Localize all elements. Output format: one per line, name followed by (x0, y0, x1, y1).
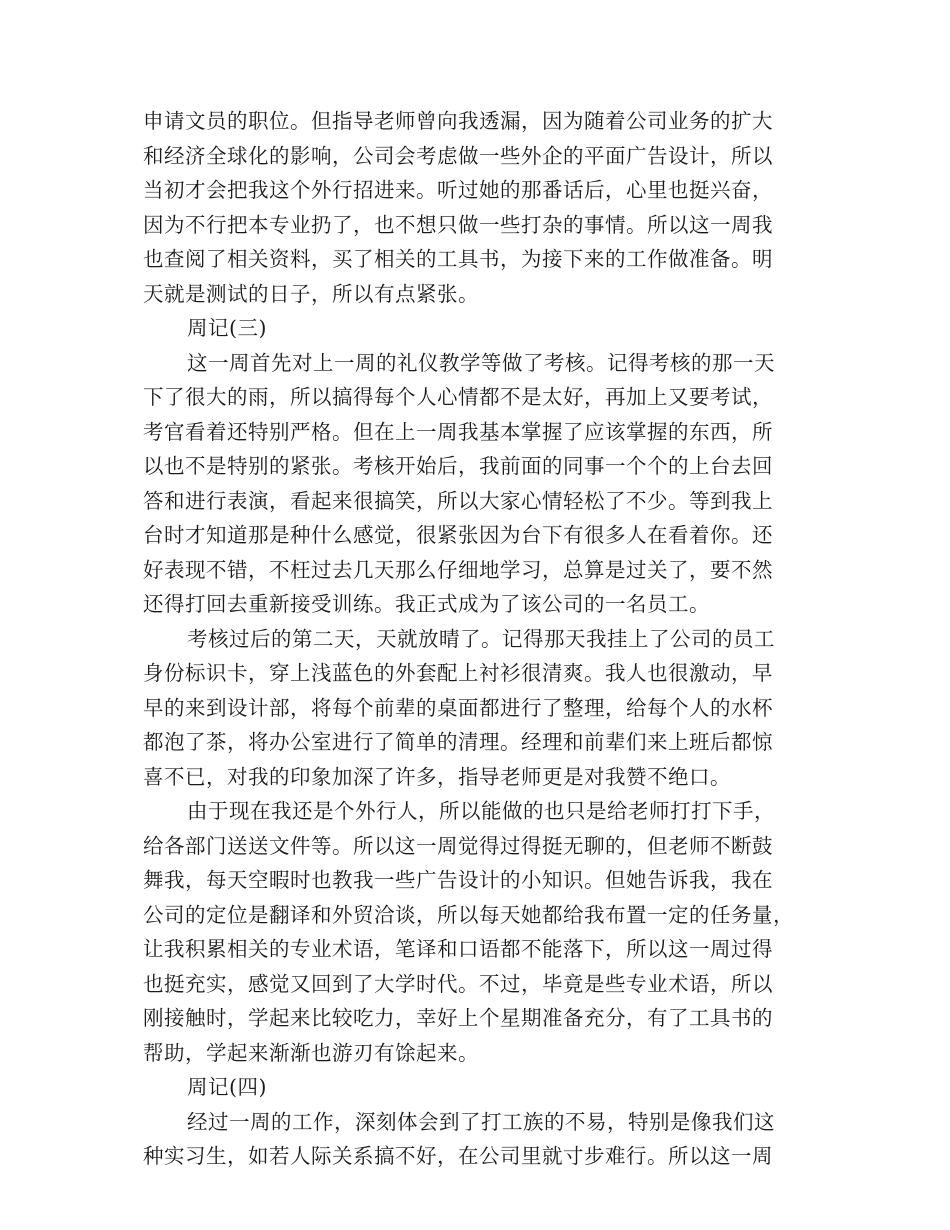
text-line: 天就是测试的日子，所以有点紧张。 (143, 281, 479, 306)
paragraph-start-line: 经过一周的工作，深刻体会到了打工族的不易，特别是像我们这 (187, 1109, 775, 1134)
text-line: 申请文员的职位。但指导老师曾向我透漏，因为随着公司业务的扩大 (143, 109, 773, 133)
text-line: 答和进行表演，看起来很搞笑，所以大家心情轻松了不少。等到我上 (143, 488, 773, 513)
text-line: 都泡了茶，将办公室进行了简单的清理。经理和前辈们来上班后都惊 (143, 730, 773, 754)
text-line: 也查阅了相关资料，买了相关的工具书，为接下来的工作做准备。明 (143, 247, 773, 271)
text-line: 舞我，每天空暇时也教我一些广告设计的小知识。但她告诉我，我在 (143, 868, 773, 892)
paragraph-start-line: 由于现在我还是个外行人，所以能做的也只是给老师打打下手， (187, 799, 775, 823)
text-line: 台时才知道那是种什么感觉，很紧张因为台下有很多人在看着你。还 (143, 523, 773, 547)
text-line: 帮助，学起来渐渐也游刃有馀起来。 (143, 1040, 479, 1065)
document-body (143, 104, 803, 1174)
text-line: 下了很大的雨，所以搞得每个人心情都不是太好，再加上又要考试， (143, 385, 773, 409)
text-line: 身份标识卡，穿上浅蓝色的外套配上衬衫很清爽。我人也很激动，早 (143, 661, 773, 685)
text-line: 也挺充实，感觉又回到了大学时代。不过，毕竟是些专业术语，所以 (143, 971, 773, 996)
text-line: 和经济全球化的影响，公司会考虑做一些外企的平面广告设计，所以 (143, 143, 773, 168)
text-line: 因为不行把本专业扔了，也不想只做一些打杂的事情。所以这一周我 (143, 212, 773, 237)
text-line: 早的来到设计部，将每个前辈的桌面都进行了整理，给每个人的水杯 (143, 695, 773, 720)
text-line: 当初才会把我这个外行招进来。听过她的那番话后，心里也挺兴奋， (143, 178, 773, 202)
text-line: 给各部门送送文件等。所以这一周觉得过得挺无聊的，但老师不断鼓 (143, 833, 773, 858)
text-line: 以也不是特别的紧张。考核开始后，我前面的同事一个个的上台去回 (143, 454, 773, 478)
section-heading-week-4: 周记(四) (187, 1075, 267, 1099)
paragraph-start-line: 这一周首先对上一周的礼仪教学等做了考核。记得考核的那一天 (187, 350, 775, 375)
text-line: 让我积累相关的专业术语，笔译和口语都不能落下，所以这一周过得 (143, 937, 773, 961)
section-heading-week-3: 周记(三) (187, 316, 267, 340)
text-line: 种实习生，如若人际关系搞不好，在公司里就寸步难行。所以这一周 (143, 1144, 773, 1168)
text-line: 考官看着还特别严格。但在上一周我基本掌握了应该掌握的东西，所 (143, 419, 773, 444)
text-line: 刚接触时，学起来比较吃力，幸好上个星期准备充分，有了工具书的 (143, 1006, 773, 1030)
text-line: 还得打回去重新接受训练。我正式成为了该公司的一名员工。 (143, 592, 710, 616)
text-line: 喜不已，对我的印象加深了许多，指导老师更是对我赞不绝口。 (143, 764, 731, 789)
text-line: 好表现不错，不枉过去几天那么仔细地学习，总算是过关了，要不然 (143, 557, 773, 582)
text-line: 公司的定位是翻译和外贸洽谈，所以每天她都给我布置一定的任务量， (143, 902, 794, 927)
paragraph-start-line: 考核过后的第二天，天就放晴了。记得那天我挂上了公司的员工 (187, 626, 775, 651)
